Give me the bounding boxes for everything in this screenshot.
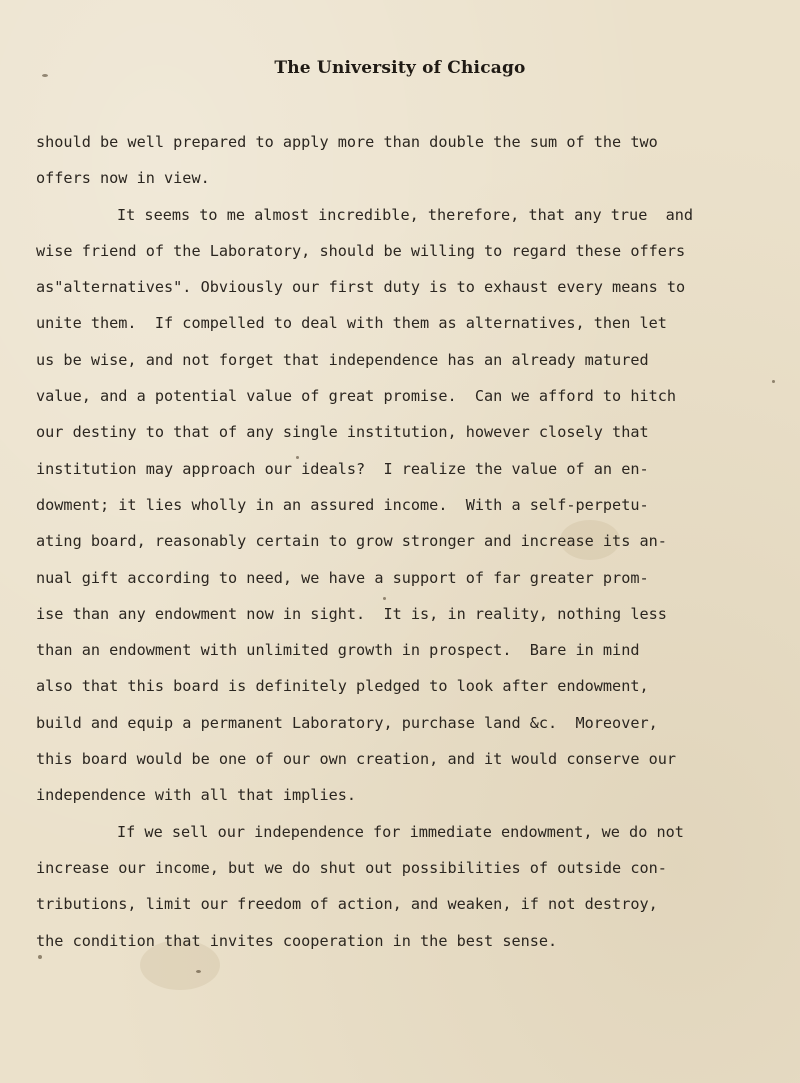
text-line: If we sell our independence for immediate endowment, we do not [117,822,684,841]
text-line: should be well prepared to apply more than double the sum of the two [36,133,658,151]
text-line: also that this board is definitely pledged to look after endowment, [36,677,649,696]
text-line: ise than any endowment now in sight. It is, in reality, nothing less [36,604,667,623]
text-line: value, and a potential value of great promise. Can we afford to hitch [36,387,677,406]
text-line: dowment; it lies wholly in an assured income. With a self-perpetu- [36,495,649,514]
paper-speck [772,380,775,383]
text-line: build and equip a permanent Laboratory, purchase land &c. Moreover, [36,713,658,732]
text-line: our destiny to that of any single institution, however closely that [36,423,649,442]
text-line: It seems to me almost incredible, therefore, that any true and [117,205,694,224]
text-line: unite them. If compelled to deal with them as alternatives, then let [36,314,667,333]
text-line: offers now in view. [36,169,210,188]
text-line: nual gift according to need, we have a support of far greater prom- [36,568,649,587]
text-line: independence with all that implies. [36,786,357,805]
text-line: than an endowment with unlimited growth in prospect. Bare in mind [36,641,640,660]
text-line: as"alternatives". Obviously our first duty is to exhaust every means to [36,278,686,297]
letter-body [36,124,766,959]
text-line: wise friend of the Laboratory, should be willing to regard these offers [36,241,686,260]
text-line: increase our income, but we do shut out possibilities of outside con- [36,858,667,877]
text-line: institution may approach our ideals? I realize the value of an en- [36,459,649,478]
text-line: tributions, limit our freedom of action, and weaken, if not destroy, [36,895,658,914]
text-line: the condition that invites cooperation in the best sense. [36,931,558,950]
paper-speck [196,970,201,973]
text-line: this board would be one of our own creation, and it would conserve our [36,750,677,769]
text-line: ating board, reasonably certain to grow stronger and increase its an- [36,532,667,551]
letterhead: The University of Chicago [274,58,526,78]
text-line: us be wise, and not forget that independence has an already matured [36,350,649,369]
